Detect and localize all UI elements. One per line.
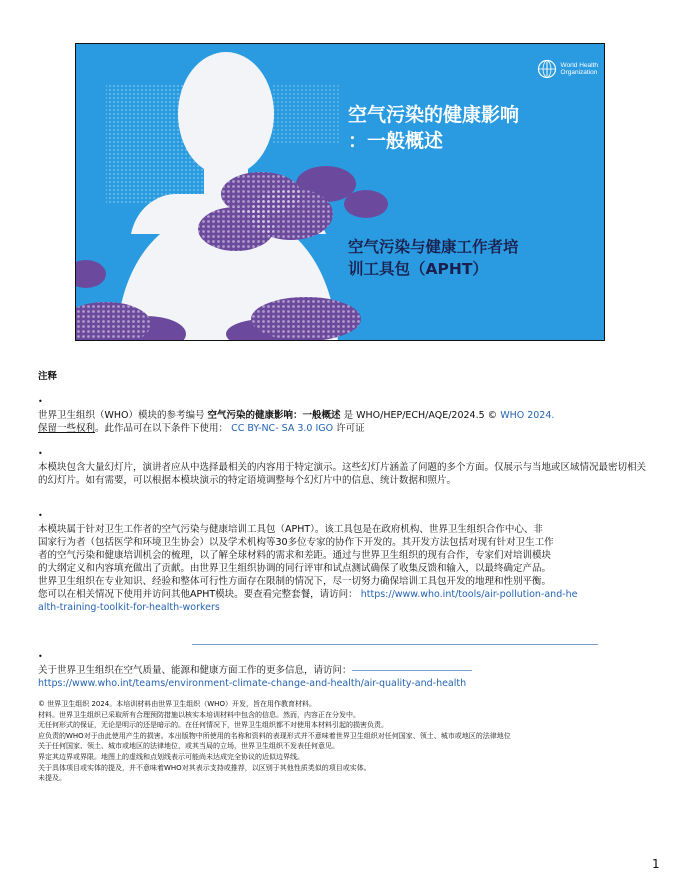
divider-line xyxy=(352,670,472,671)
disclaimer-line: 无任何形式的保证，无论是明示的还是暗示的。在任何情况下，世界卫生组织都不对使用本材料引起的损害负责。 xyxy=(38,721,388,730)
disclaimer-line: © 世界卫生组织 2024。本培训材料由世界卫生组织（WHO）开发，旨在用作教育材料。 xyxy=(38,700,316,708)
disclaimer-block xyxy=(38,699,680,784)
more-info-text: 关于世界卫生组织在空气质量、能源和健康方面工作的更多信息，请访问： xyxy=(38,665,352,676)
notes-paragraph-more-info xyxy=(38,652,648,690)
more-info-link[interactable]: https://www.who.int/teams/environment-climate-change-and-health/air-quality-and-health xyxy=(38,678,467,689)
toolkit-link-part1[interactable]: https://www.who.int/tools/air-pollution-and-he xyxy=(360,589,578,600)
who-emblem-icon xyxy=(537,59,557,79)
speaker-notes xyxy=(38,370,648,702)
logo-text-line1: World Health xyxy=(560,62,598,69)
notes-paragraph-reference xyxy=(38,397,648,435)
disclaimer-line: 关于具体项目或实体的提及，并不意味着WHO对其表示支持或推荐，以区别于其他性质类似的项目或实体。 xyxy=(38,763,371,772)
bullet: • xyxy=(38,449,43,458)
logo-text-line2: Organization xyxy=(560,69,598,76)
toolkit-line-1: 本模块属于针对卫生工作者的空气污染与健康培训工具包（APHT）。该工具包是在政府机构、世界卫生组织合作中心、非 xyxy=(38,524,543,535)
disclaimer-line: 界定其边界或界限。地图上的虚线和点划线表示可能尚未达成完全协议的近似边界线。 xyxy=(38,752,304,761)
slide-subtitle-line1: 空气污染与健康工作者培 xyxy=(348,238,519,256)
disclaimer-line: 应负责的WHO对于由此使用产生的损害。本出版物中所使用的名称和资料的表现形式并不意味着世界卫生组织对任何国家、领土、城市或地区的法律地位 xyxy=(38,731,511,740)
reference-text-b: 是 WHO/HEP/ECH/AQE/2024.5 © xyxy=(343,410,501,421)
who-logo xyxy=(537,59,598,79)
toolkit-line-4: 的大纲定义和内容填充做出了贡献。由世界卫生组织协调的同行评审和试点测试确保了收集反馈和输入，以最终确定产品。 xyxy=(38,563,552,574)
toolkit-line-3: 者的空气污染和健康培训机会的梳理，以了解全球材料的需求和差距。通过与世界卫生组织的现有合作，专家们对培训模块 xyxy=(38,550,552,561)
bullet: • xyxy=(38,397,43,406)
slide-subtitle xyxy=(348,236,598,280)
bullet: • xyxy=(38,511,43,520)
slide-title-line2: ：一般概述 xyxy=(348,130,444,152)
slide-subtitle-line2: 训工具包（APHT） xyxy=(348,260,488,278)
toolkit-access-text: 您可以在相关情况下使用并访问其他APHT模块。要查看完整套餐，请访问： xyxy=(38,589,358,600)
bullet: • xyxy=(38,652,43,661)
slide-artwork xyxy=(76,44,605,341)
reference-text-a: 世界卫生组织（WHO）模块的参考编号 xyxy=(38,410,205,421)
toolkit-link-part2[interactable]: alth-training-toolkit-for-health-workers xyxy=(38,602,220,613)
page-number: 1 xyxy=(652,857,660,871)
notes-paragraph-usage xyxy=(38,449,648,487)
license-link[interactable]: CC BY-NC- SA 3.0 IGO xyxy=(231,423,334,434)
divider-line xyxy=(192,644,598,645)
module-title-bold: 空气污染的健康影响：一般概述 xyxy=(207,410,341,421)
title-slide xyxy=(75,43,605,341)
who-copyright-link[interactable]: WHO 2024. xyxy=(500,410,555,421)
toolkit-line-2: 国家行为者（包括医学和环境卫生协会）以及学术机构等30多位专家的协作下开发的。其开发方法包括对现有针对卫生工作 xyxy=(38,537,554,548)
usage-text: 本模块包含大量幻灯片，演讲者应从中选择最相关的内容用于特定演示。这些幻灯片涵盖了问题的多个方面。仅展示与当地或区域情况最密切相关的幻灯片。如有需要，可以根据本模块演示的特定语境调整每个幻灯片中的信息、统计数据和照片。 xyxy=(38,462,647,486)
disclaimer-line: 未提及。 xyxy=(38,774,66,783)
license-suffix-text: 许可证 xyxy=(336,423,365,434)
toolkit-line-5: 世界卫生组织在专业知识、经验和整体可行性方面存在限制的情况下，尽一切努力确保培训工具包开发的地理和性别平衡。 xyxy=(38,576,552,587)
notes-heading: 注释 xyxy=(38,371,58,382)
slide-title-line1: 空气污染的健康影响 xyxy=(348,104,520,126)
notes-paragraph-toolkit xyxy=(38,511,648,614)
rights-reserved-text: 保留一些权利 xyxy=(38,423,96,434)
license-intro-text: 。此作品可在以下条件下使用： xyxy=(95,423,229,434)
slide-title xyxy=(348,102,598,154)
disclaimer-line: 关于任何国家、领土、城市或地区的法律地位，或其当局的立场，世界卫生组织不发表任何意见。 xyxy=(38,742,339,751)
disclaimer-line: 材料。世界卫生组织已采取所有合理预防措施以核实本培训材料中包含的信息。然而，内容正在分发中。 xyxy=(38,710,360,719)
